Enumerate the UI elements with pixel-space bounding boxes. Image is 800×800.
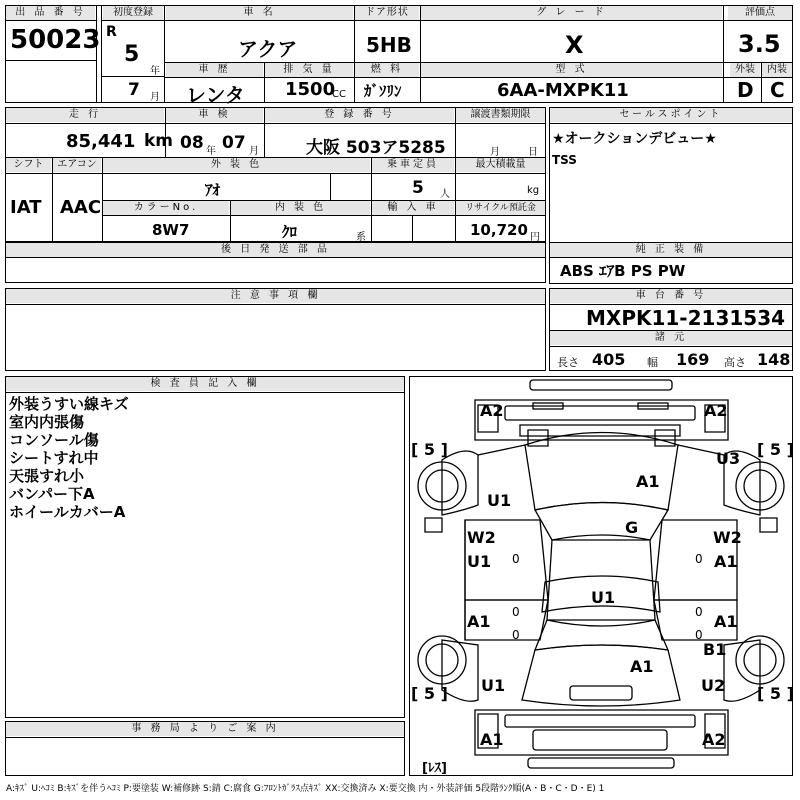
door-type: 5HB [366,33,412,57]
first-reg-header: 初度登録 [103,6,163,20]
displacement-value: 1500 [285,79,336,100]
inspector-header: 検 査 員 記 入 欄 [6,377,404,391]
door-header: ドア形状 [355,6,419,20]
tyre-front-left: [ 5 ] [411,440,448,459]
door-mark: 0 [512,628,520,642]
damage-mark: A1 [714,612,738,631]
damage-mark: A1 [467,612,491,631]
interior-grade: C [770,78,785,102]
height-value: 148 [757,350,791,369]
color-no-value: 8W7 [152,221,190,239]
damage-mark: A1 [480,730,504,749]
inspector-note: 外装うすい線キズ [9,395,129,413]
door-mark: 0 [695,552,703,566]
inspection-header: 車 検 [166,108,263,122]
sales-point-header: セールスポイント [550,108,792,122]
year-unit: 年 [150,66,160,77]
inspector-note: 天張すれ小 [9,467,85,485]
damage-mark: A2 [702,730,726,749]
yen-unit: 円 [530,232,540,243]
max-load-header: 最大積載量 [456,158,545,172]
reg-month: 7 [128,80,140,100]
insp-year: 08 [180,133,204,153]
history-value: レンタ [186,83,245,107]
history-header: 車 歴 [166,63,263,77]
damage-mark: U1 [591,588,616,607]
import-header: 輸 入 車 [372,201,454,215]
sales-point-2: TSS [552,153,577,167]
legend: A:ｷｽﾞ U:ﾍｺﾐ B:ｷｽﾞを伴うﾍｺﾐ P:要塗装 W:補修跡 S:錆 C:腐食 G:ﾌﾛﾝﾄｶﾞﾗｽ点ｷｽﾞ XX:交換済み X:要交換 内・外装評価 5段階ﾗﾝｸ順(A・B・C・D・E) 1 [6,784,605,794]
car-name-header: 車 名 [166,6,353,20]
door-mark: 0 [512,605,520,619]
damage-mark: U3 [716,449,741,468]
damage-mark: A1 [636,472,660,491]
car-name: アクア [238,37,298,61]
inspector-notes [9,395,129,521]
damage-mark: B1 [703,640,727,659]
km-unit: km [144,131,174,151]
score-value: 3.5 [738,30,781,58]
model-type-value: 6AA-MXPK11 [497,80,629,101]
reg-no-header: 登 録 番 号 [265,108,454,122]
width-value: 169 [676,350,710,369]
tyre-rear-right: [ 5 ] [757,684,794,703]
lot-number: 50023 [10,25,101,55]
genuine-equip-header: 純 正 装 備 [550,243,792,257]
insp-month: 07 [222,133,246,153]
recycle-header: リサイクル預託金 [456,201,545,215]
exterior-header: 外装 [730,63,760,77]
insp-year-unit: 年 [206,146,216,157]
details-section [5,107,546,242]
damage-mark: U1 [481,676,506,695]
ext-color-value: ｱｵ [205,181,221,199]
era-letter: R [106,24,117,40]
color-no-header: カラーNo. [103,201,229,215]
chassis-header: 車 台 番 号 [550,289,792,303]
people-unit: 人 [440,189,450,200]
damage-mark: G [625,518,639,537]
inspector-note: バンパー下A [9,485,95,503]
interior-header: 内装 [762,63,792,77]
inspector-note: コンソール傷 [9,431,99,449]
kei-unit: 系 [356,232,366,243]
mileage-header: 走 行 [6,108,164,122]
tyre-rear-left: [ 5 ] [411,684,448,703]
shift-header: シフト [6,158,51,172]
door-mark: 0 [695,605,703,619]
damage-mark: A2 [704,401,728,420]
kg-unit: kg [527,185,540,196]
door-mark: 0 [512,552,520,566]
tyre-front-right: [ 5 ] [757,440,794,459]
caution-header: 注 意 事 項 欄 [6,289,545,303]
inspector-note: ホイールカバーA [9,503,126,521]
transfer-header: 譲渡書類期限 [456,108,545,122]
height-label: 高さ [724,356,746,369]
later-parts-header: 後 日 発 送 部 品 [6,243,545,257]
displacement-header: 排 気 量 [265,63,353,77]
damage-mark: A2 [480,401,504,420]
grade-value: X [565,31,584,59]
exterior-grade: D [737,78,754,102]
cc-unit: CC [332,89,346,100]
sales-point-1: ★オークションデビュー★ [552,131,717,147]
mileage-value: 85,441 [66,131,136,152]
ext-color-header: 外 装 色 [103,158,370,172]
damage-mark: U2 [701,676,726,695]
specs-header: 諸 元 [550,331,792,345]
genuine-equip-value: ABS ｴｱB PS PW [560,262,686,280]
int-color-value: ｸﾛ [282,223,298,241]
length-value: 405 [592,350,626,369]
damage-mark: W2 [467,528,496,547]
transfer-day: 日 [528,147,538,158]
insp-month-unit: 月 [249,146,259,157]
score-header: 評価点 [728,6,792,20]
spare-tyre: [ﾚｽ] [422,761,447,776]
office-header: 事 務 局 よ り ご 案 内 [6,722,404,736]
door-mark: 0 [695,628,703,642]
fuel-value: ｶﾞｿﾘﾝ [364,82,402,100]
grade-header: グ レ ー ド [421,6,722,20]
int-color-header: 内 装 色 [231,201,370,215]
inspector-note: 室内内張傷 [9,413,85,431]
damage-mark: W2 [713,528,742,547]
length-label: 長さ [557,356,579,369]
damage-mark: A1 [630,657,654,676]
aircon-value: AAC [60,197,102,218]
model-type-header: 型 式 [421,63,722,77]
lot-no-header: 出 品 番 号 [6,6,95,20]
capacity-value: 5 [412,178,424,198]
damage-mark: U1 [487,491,512,510]
capacity-header: 乗車定員 [372,158,454,172]
chassis-number: MXPK11-2131534 [586,306,786,330]
aircon-header: エアコン [53,158,101,172]
width-label: 幅 [647,356,658,369]
recycle-value: 10,720 [470,221,528,239]
transfer-month: 月 [490,147,500,158]
inspector-note: シートすれ中 [9,449,99,467]
fuel-header: 燃 料 [355,63,419,77]
damage-mark: U1 [467,552,492,571]
damage-mark: A1 [714,552,738,571]
reg-no-value: 大阪 503ア5285 [306,138,446,158]
car-outline-diagram [409,376,793,776]
shift-value: IAT [10,197,42,218]
reg-year: 5 [124,42,140,67]
month-unit: 月 [150,92,160,103]
